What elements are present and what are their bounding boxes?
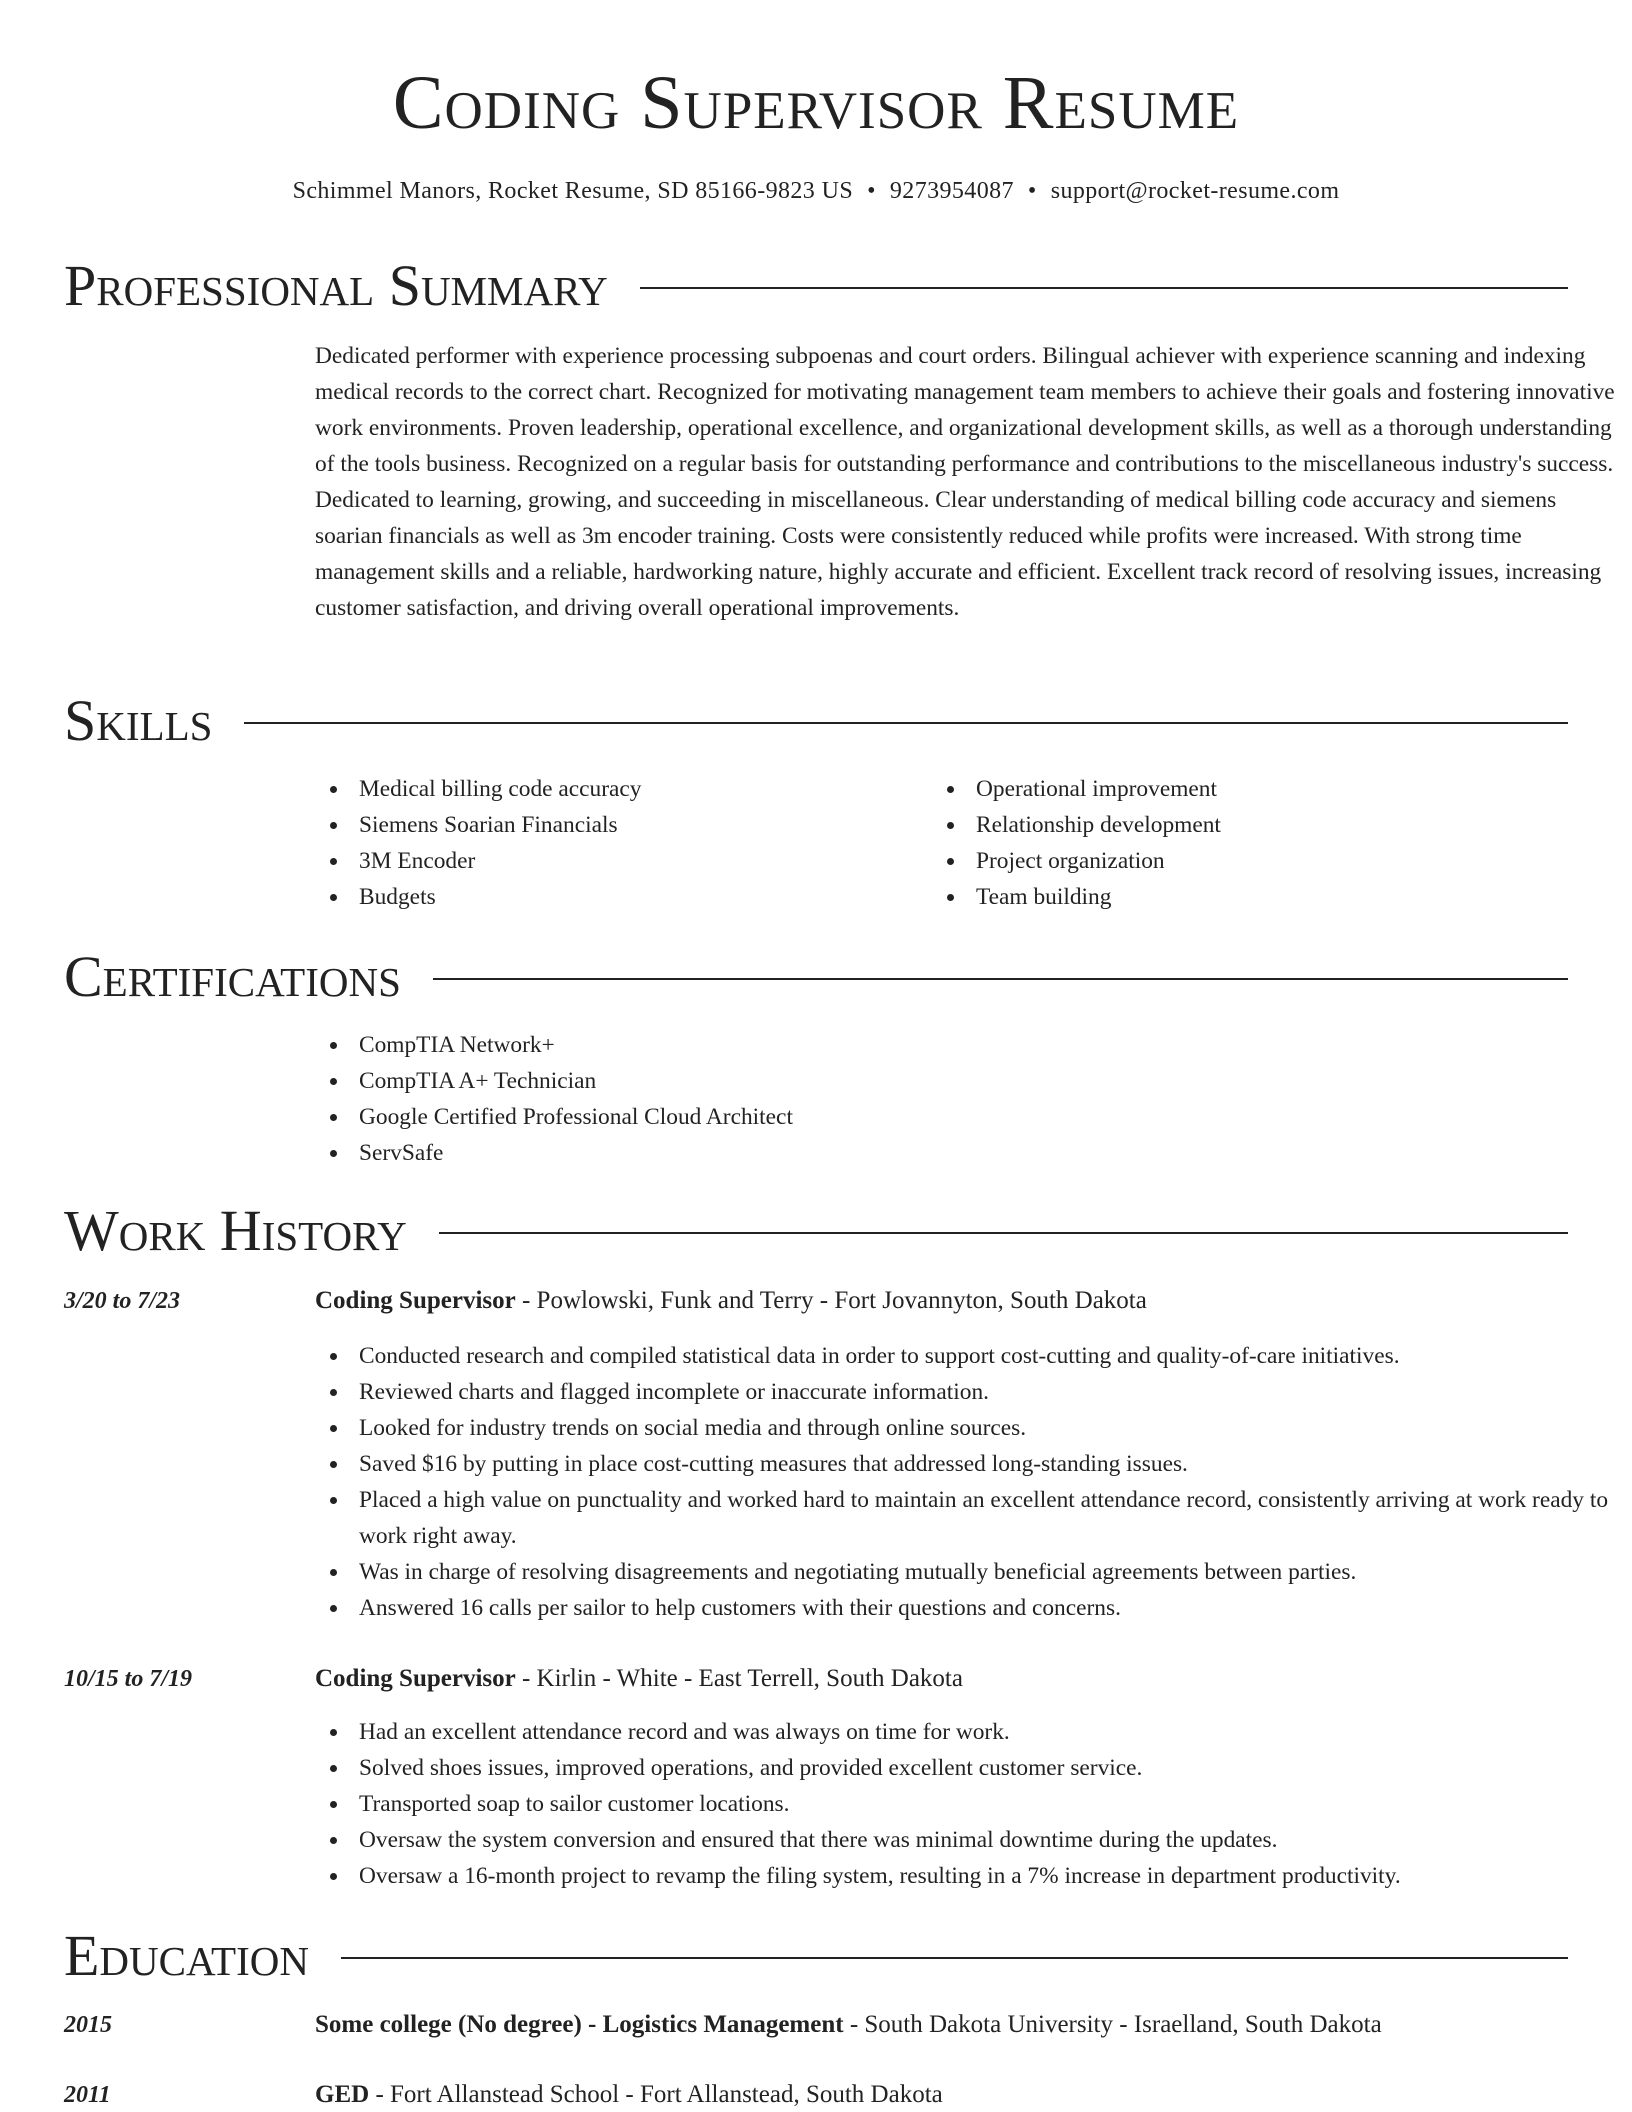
education-line <box>315 2078 1575 2112</box>
summary-text: Dedicated performer with experience processing subpoenas and court orders. Bilingual achiever with experience scanning and indexing medical records to the correct chart. Recognized for motivating management team members to achieve their goals and fostering innovative work environments. Proven leadership, operational excellence, and organizational development skills, as well as a thorough understanding of the tools business. Recognized on a regular basis for outstanding performance and contributions to the miscellaneous industry's success. Dedicated to learning, growing, and succeeding in miscellaneous. Clear understanding of medical billing code accuracy and siemens soarian financials as well as 3m encoder training. Costs were consistently reduced while profits were increased. With strong time management skills and a reliable, hardworking nature, highly accurate and efficient. Excellent track record of resolving issues, increasing customer satisfaction, and driving overall operational improvements. <box>315 343 1615 621</box>
job-bullets <box>315 1714 1632 1894</box>
list-item: Google Certified Professional Cloud Architect <box>315 1099 1215 1135</box>
list-item: ServSafe <box>315 1135 1215 1171</box>
list-item: Relationship development <box>932 807 1532 843</box>
section-title-summary: Professional Summary <box>64 253 608 318</box>
education-year: 2015 <box>64 2012 112 2038</box>
section-header-skills <box>64 689 1568 753</box>
job-company: - Powlowski, Funk and Terry - Fort Jovannyton, South Dakota <box>515 1287 1147 1314</box>
list-item: CompTIA A+ Technician <box>315 1063 1215 1099</box>
skills-list-right <box>932 771 1532 915</box>
list-item: CompTIA Network+ <box>315 1027 1215 1063</box>
section-divider <box>341 1957 1568 1959</box>
job-bullets <box>315 1338 1632 1626</box>
contact-separator: • <box>1027 178 1037 204</box>
job-title-line <box>315 1284 1575 1318</box>
list-item: Had an excellent attendance record and was always on time for work. <box>315 1714 1632 1750</box>
job-company: - Kirlin - White - East Terrell, South Dakota <box>515 1665 963 1692</box>
list-item: Conducted research and compiled statistical data in order to support cost-cutting and quality-of-care initiatives. <box>315 1338 1632 1374</box>
section-header-education <box>64 1924 1568 1988</box>
job-dates: 10/15 to 7/19 <box>64 1666 193 1692</box>
section-divider <box>640 287 1568 289</box>
list-item: Reviewed charts and flagged incomplete or inaccurate information. <box>315 1374 1632 1410</box>
contact-phone: 9273954087 <box>889 178 1014 204</box>
list-item: Oversaw the system conversion and ensured that there was minimal downtime during the updates. <box>315 1822 1632 1858</box>
job-role: Coding Supervisor <box>315 1665 516 1692</box>
job-title-line <box>315 1662 1575 1696</box>
section-title-certifications: Certifications <box>64 944 401 1009</box>
section-header-work-history <box>64 1199 1568 1263</box>
job-dates: 3/20 to 7/23 <box>64 1288 181 1314</box>
list-item: Budgets <box>315 879 915 915</box>
list-item: Oversaw a 16-month project to revamp the filing system, resulting in a 7% increase in department productivity. <box>315 1858 1632 1894</box>
list-item: Looked for industry trends on social media and through online sources. <box>315 1410 1632 1446</box>
section-header-summary <box>64 254 1568 318</box>
education-degree: GED <box>315 2081 370 2108</box>
list-item: Answered 16 calls per sailor to help customers with their questions and concerns. <box>315 1590 1632 1626</box>
list-item: Siemens Soarian Financials <box>315 807 915 843</box>
section-header-certifications <box>64 945 1568 1009</box>
education-year: 2011 <box>64 2082 111 2108</box>
list-item: 3M Encoder <box>315 843 915 879</box>
list-item: Medical billing code accuracy <box>315 771 915 807</box>
education-line <box>315 2008 1575 2042</box>
section-divider <box>433 978 1568 980</box>
section-title-work-history: Work History <box>64 1198 407 1263</box>
contact-separator: • <box>867 178 876 204</box>
education-school: - Fort Allanstead School - Fort Allanstead, South Dakota <box>369 2081 943 2108</box>
section-divider <box>439 1232 1568 1234</box>
certifications-list <box>315 1027 1215 1171</box>
contact-line <box>64 175 1568 207</box>
list-item: Transported soap to sailor customer locations. <box>315 1786 1632 1822</box>
contact-address: Schimmel Manors, Rocket Resume, SD 85166-9823 US <box>292 178 854 204</box>
list-item: Was in charge of resolving disagreements and negotiating mutually beneficial agreements between parties. <box>315 1554 1632 1590</box>
education-school: - South Dakota University - Israelland, South Dakota <box>843 2011 1382 2038</box>
list-item: Team building <box>932 879 1532 915</box>
list-item: Project organization <box>932 843 1532 879</box>
list-item: Solved shoes issues, improved operations, and provided excellent customer service. <box>315 1750 1632 1786</box>
education-degree: Some college (No degree) - Logistics Management <box>315 2011 844 2038</box>
list-item: Placed a high value on punctuality and worked hard to maintain an excellent attendance record, consistently arriving at work ready to work right away. <box>315 1482 1632 1554</box>
resume-title: Coding Supervisor Resume <box>392 61 1240 145</box>
section-divider <box>244 722 1568 724</box>
contact-email: support@rocket-resume.com <box>1050 178 1340 204</box>
job-role: Coding Supervisor <box>315 1287 516 1314</box>
list-item: Operational improvement <box>932 771 1532 807</box>
skills-list-left <box>315 771 915 915</box>
list-item: Saved $16 by putting in place cost-cutting measures that addressed long-standing issues. <box>315 1446 1632 1482</box>
section-title-education: Education <box>64 1923 309 1988</box>
section-title-skills: Skills <box>64 688 213 753</box>
